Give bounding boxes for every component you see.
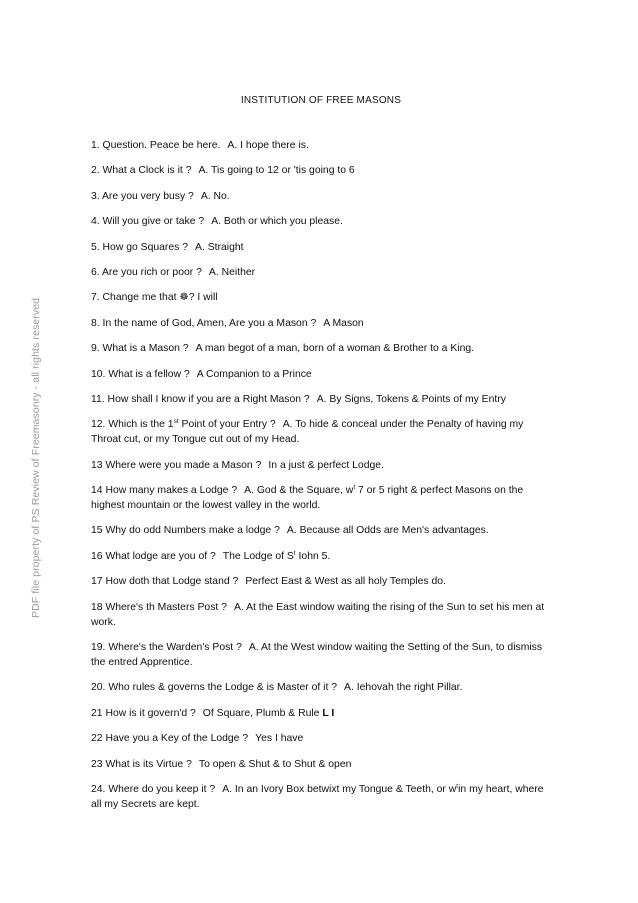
question-text [91,525,280,536]
qa-item [91,240,551,255]
question-text [91,165,191,176]
qa-item [91,290,551,305]
qa-item [91,392,551,407]
qa-item [91,706,551,721]
question-text [91,642,242,653]
watermark: PDF file property of PS Review of Freemasonry - all rights reserved [30,297,42,618]
answer-text [211,216,343,227]
question-text [91,191,194,202]
answer-part: Perfect East & West as all holy Temples do. [245,576,446,588]
qa-item [91,417,551,447]
question-text [91,682,337,693]
question-part: 5. How go Squares ? [91,241,189,253]
question-text [91,460,261,471]
question-text [91,576,238,587]
answer-part: A. At the West window waiting the Setting of the Sun, to dismiss the entred Apprentice. [91,642,543,669]
answer-part: A Mason [323,317,364,329]
answer-part: A. Both or which you please. [211,216,343,228]
question-part: 7. Change me that ☸? I will [91,292,218,304]
answer-part: A. No. [200,190,230,202]
qa-item [91,574,551,589]
answer-bold: L I [322,707,335,719]
qa-item [91,265,551,280]
question-text [91,343,189,354]
question-text [91,708,196,719]
question-part: 12. Which is the 1 [91,419,174,431]
answer-part: A Companion to a Prince [196,368,312,380]
superscript: t [353,484,356,492]
question-part: 18 Where's th Masters Post ? [91,601,227,613]
answer-text [203,708,335,719]
answer-part: A. Tis going to 12 or 'tis going to 6 [198,165,355,177]
answer-text [255,733,303,744]
qa-item [91,731,551,746]
answer-part: A. In an Ivory Box betwixt my Tongue & Teeth, or w [222,783,457,795]
answer-part: In a just & perfect Lodge. [268,459,384,471]
qa-item [91,138,551,153]
question-text [91,267,202,278]
answer-part: 7 or 5 right & perfect Masons on the highest mountain or the lowest valley in the world. [91,485,524,512]
qa-item [91,523,551,538]
qa-item [91,458,551,473]
question-text [91,242,188,253]
answer-text [199,759,352,770]
question-part: 19. Where's the Warden's Post ? [91,642,242,654]
question-part: 20. Who rules & governs the Lodge & is Master of it ? [91,682,338,694]
qa-item [91,163,551,178]
question-part: Point of your Entry ? [178,419,276,431]
qa-item [91,483,551,513]
answer-part: A. Because all Odds are Men's advantages. [286,525,489,537]
answer-part: A. By Signs, Tokens & Points of my Entry [316,393,506,405]
question-part: 21 How is it govern'd ? [91,707,196,719]
qa-item [91,680,551,695]
answer-text [209,267,255,278]
answer-part: Of Square, Plumb & Rule [202,707,323,719]
answer-part: Yes I have [255,733,304,745]
question-part: 1. Question. Peace be here. [91,140,221,151]
question-part: 23 What is its Virtue ? [91,758,192,770]
question-part: 3. Are you very busy ? [91,190,194,202]
question-text [91,784,215,795]
answer-text [223,551,331,562]
question-part: 4. Will you give or take ? [91,216,205,228]
answer-text [227,140,308,151]
qa-item [91,640,551,670]
question-part: 13 Where were you made a Mason ? [91,459,262,471]
answer-text [198,165,354,176]
question-text [91,419,276,430]
answer-part: A. God & the Square, w [244,485,354,497]
question-text [91,759,192,770]
answer-part: A. At the East window waiting the rising of the Sun to set his men at work. [91,601,545,628]
answer-text [201,191,230,202]
answer-text [323,318,363,329]
question-part: 14 How many makes a Lodge ? [91,485,238,497]
question-text [91,369,190,380]
question-text [91,602,227,613]
question-part: 2. What a Clock is it ? [91,165,192,177]
qa-item [91,341,551,356]
qa-item [91,189,551,204]
question-part: 24. Where do you keep it ? [91,783,216,795]
page-title: INSTITUTION OF FREE MASONS [240,95,402,106]
answer-part: A. Neither [208,266,256,278]
question-part: 9. What is a Mason ? [91,343,189,355]
answer-part: A. Straight [195,241,244,253]
qa-item [91,214,551,229]
qa-item [91,782,551,812]
qa-item [91,549,551,564]
question-text [91,394,310,405]
question-text [91,551,216,562]
answer-text [287,525,489,536]
qa-list [91,138,551,822]
question-text [91,140,220,151]
qa-item [91,367,551,382]
answer-text [196,343,474,354]
question-text [91,216,204,227]
answer-part: in my heart, where all my Secrets are kept. [91,783,544,810]
answer-part: A man begot of a man, born of a woman & Brother to a King. [195,343,475,355]
question-part: 15 Why do odd Numbers make a lodge ? [91,525,280,537]
question-text [91,733,248,744]
question-part: 6. Are you rich or poor ? [91,266,202,278]
qa-item [91,316,551,331]
question-part: 16 What lodge are you of ? [91,550,216,562]
answer-part: A. I hope there is. [227,140,309,151]
superscript: st [173,418,179,426]
answer-part: Iohn 5. [295,550,331,562]
answer-text [197,369,312,380]
superscript: t [456,782,459,790]
answer-part: A. To hide & conceal under the Penalty of having my Throat cut, or my Tongue cut out of my Head. [91,419,524,446]
answer-text [344,682,462,693]
answer-text [195,242,244,253]
answer-part: A. Iehovah the right Pillar. [344,682,463,694]
qa-item [91,757,551,772]
answer-part: To open & Shut & to Shut & open [198,758,352,770]
answer-part: The Lodge of S [222,550,294,562]
answer-text [268,460,384,471]
question-part: 11. How shall I know if you are a Right Mason ? [91,393,310,405]
question-part: 17 How doth that Lodge stand ? [91,576,239,588]
question-text [91,318,316,329]
qa-item [91,600,551,630]
question-part: 22 Have you a Key of the Lodge ? [91,733,249,745]
question-text [91,485,237,496]
question-part: 8. In the name of God, Amen, Are you a Mason ? [91,317,317,329]
answer-text [317,394,506,405]
superscript: t [293,549,296,557]
answer-text [245,576,446,587]
question-part: 10. What is a fellow ? [91,368,190,380]
question-text [91,292,218,303]
